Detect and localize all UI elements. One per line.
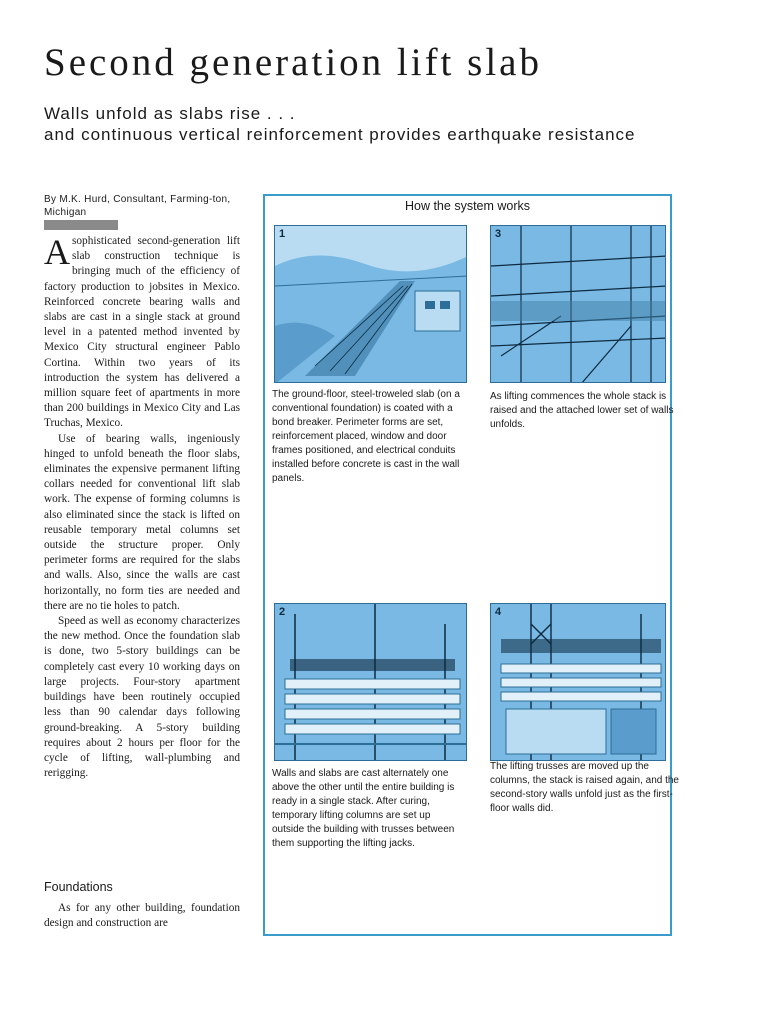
article-subtitle [44,103,636,145]
photo-panel-3 [490,225,666,383]
byline: By M.K. Hurd, Consultant, Farming-ton, Michigan [44,194,231,218]
byline-divider [44,220,118,230]
photo-3-illustration [491,226,666,383]
caption-panel-4: The lifting trusses are moved up the columns, the stack is raised again, and the second-story walls unfold just as the first-floor walls did. [490,761,679,814]
photo-4-illustration [491,604,666,761]
section-heading-foundations: Foundations [44,880,113,894]
photo-1-illustration [275,226,467,383]
paragraph-3: Speed as well as economy characterizes the new method. Once the foundation slab is done, two 5-story buildings can be completely cast every 10 working days on large projects. Four-story apartment buildings have been routinely occupied less than 90 calendar days following ground-breaking. A 5-story building requires about 2 hours per floor for the cycle of lifting, wall-plumbing and rerigging. [44,615,240,780]
sidebar-title: How the system works [404,199,531,213]
how-it-works-sidebar [263,194,679,936]
photo-number-4: 4 [495,606,502,618]
photo-number-1: 1 [279,228,286,240]
paragraph-4: As for any other building, foundation design and construction are [44,902,240,930]
subtitle-line-2: and continuous vertical reinforcement provides earthquake resistance [44,125,636,144]
photo-number-2: 2 [279,606,286,618]
photo-panel-4 [490,603,666,761]
subtitle-line-1: Walls unfold as slabs rise . . . [44,104,296,123]
paragraph-1 [44,234,240,432]
article-title: Second generation lift slab [44,41,542,84]
paragraph-1-text: sophisticated second-generation lift slab construction technique is bringing much of the efficiency of factory production to jobsites in Mexico. Reinforced concrete bearing walls and slabs are cast in a single stack at ground level in a patented method invented by Mexico City structural engineer Pablo Cortina. Within two years of its introduction the system has delivered a million square feet of apartments in more than 200 buildings in Mexico City and Las Truchas, Mexico. [44,235,240,430]
paragraph-2: Use of bearing walls, ingeniously hinged to unfold beneath the floor slabs, eliminates the expensive permanent lifting collars needed for conventional lift slab work. The expense of forming columns is also eliminated since the stack is lifted on reusable temporary metal columns set outside the structure proper. Only perimeter forms are required for the slabs and walls. Also, since the walls are cast horizontally, no form ties are needed and there are no tie holes to patch. [44,432,240,612]
photo-2-illustration [275,604,467,761]
photo-number-3: 3 [495,228,502,240]
caption-panel-2: Walls and slabs are cast alternately one above the other until the entire building is ready in a single stack. After curing, temporary lifting columns are set up outside the building with trusses between them supporting the lifting jacks. [272,768,455,849]
caption-panel-3: As lifting commences the whole stack is raised and the attached lower set of walls unfolds. [490,391,674,430]
photo-panel-1 [274,225,467,383]
article-body [44,234,240,781]
caption-panel-1: The ground-floor, steel-troweled slab (on a conventional foundation) is coated with a bond breaker. Perimeter forms are set, reinforcement placed, window and door frames positioned, and electrical conduits installed before concrete is cast in the wall panels. [272,389,460,484]
photo-panel-2 [274,603,467,761]
drop-cap: A [44,232,70,272]
